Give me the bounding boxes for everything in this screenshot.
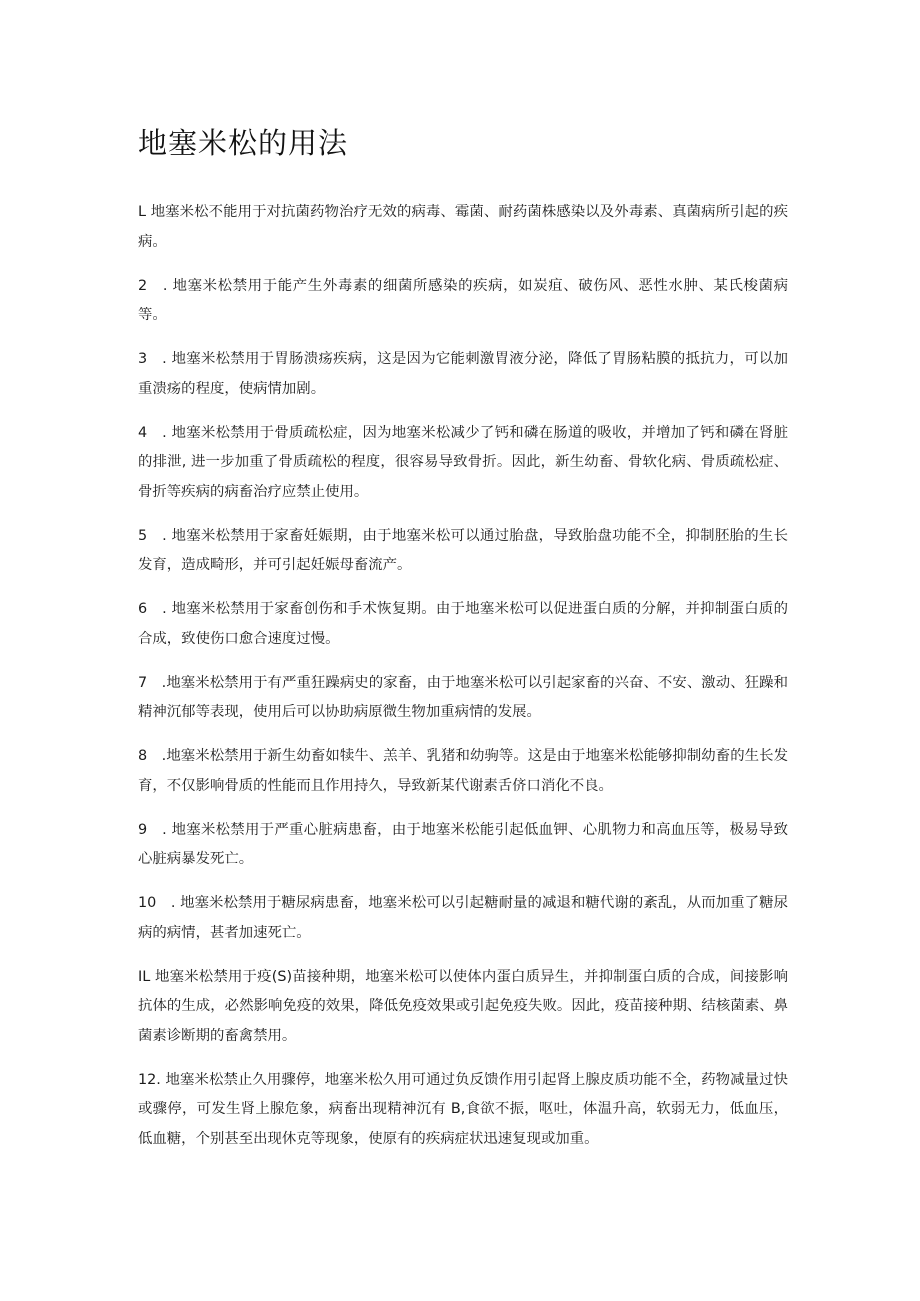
- item-number: 9 .: [138, 821, 172, 838]
- item-number: 4 .: [138, 424, 172, 441]
- item-text: 地塞米松不能用于对抗菌药物治疗无效的病毒、霉菌、耐药菌株感染以及外毒素、真菌病所引起的疾病。: [138, 204, 788, 250]
- item-text: 地塞米松禁用于有严重狂躁病史的家畜，由于地塞米松可以引起家畜的兴奋、不安、激动、狂躁和精神沉郁等表现，使用后可以协助病原微生物加重病情的发展。: [138, 674, 788, 720]
- list-item-10: [138, 889, 788, 948]
- item-number: 7 .: [138, 674, 167, 691]
- list-item-6: [138, 595, 788, 654]
- item-number: 3 .: [138, 351, 172, 367]
- list-item-12: [138, 1066, 788, 1155]
- item-number: L: [138, 204, 151, 220]
- item-number: 5 .: [138, 527, 172, 544]
- list-item-2: [138, 272, 788, 331]
- list-item-1: [138, 198, 788, 257]
- item-number: 12.: [138, 1071, 166, 1088]
- item-text: 地塞米松禁用于家畜创伤和手术恢复期。由于地塞米松可以促进蛋白质的分解，并抑制蛋白质的合成，致使伤口愈合速度过慢。: [138, 601, 788, 647]
- item-text: 地塞米松禁用于骨质疏松症，因为地塞米松减少了钙和磷在肠道的吸收，并增加了钙和磷在肾脏的排泄, 进一步加重了骨质疏松的程度，很容易导致骨折。因此，新生幼畜、骨软化病、骨质疏松症、骨折等疾病的病畜治疗应禁止使用。: [138, 424, 788, 500]
- list-item-5: [138, 522, 788, 581]
- page-title: 地塞米松的用法: [138, 126, 349, 160]
- list-item-3: [138, 345, 788, 404]
- list-item-4: [138, 419, 788, 508]
- item-number: IL: [138, 968, 156, 985]
- item-text: 地塞米松禁止久用骤停，地塞米松久用可通过负反馈作用引起肾上腺皮质功能不全，药物减量过快或骤停，可发生肾上腺危象，病畜出现精神沉有 B,食欲不振，呕吐，体温升高，软弱无力，低血压，低血糖，个别甚至出现休克等现象，使原有的疾病症状迅速复现或加重。: [138, 1071, 788, 1147]
- list-item-7: [138, 669, 788, 728]
- item-number: 10 .: [138, 895, 181, 911]
- item-text: 地塞米松禁用于胃肠溃疡疾病，这是因为它能刺激胃液分泌，降低了胃肠粘膜的抵抗力，可以加重溃疡的程度，使病情加剧。: [138, 351, 788, 397]
- item-text: 地塞米松禁用于糖尿病患畜，地塞米松可以引起糖耐量的减退和糖代谢的紊乱，从而加重了糖尿病的病情，甚者加速死亡。: [138, 895, 788, 941]
- item-text: 地塞米松禁用于疫(S)苗接种期，地塞米松可以使体内蛋白质异生，并抑制蛋白质的合成，间接影响抗体的生成，必然影响免疫的效果，降低免疫效果或引起免疫失败。因此，疫苗接种期、结核菌素、鼻菌素诊断期的畜禽禁用。: [138, 968, 788, 1044]
- document-page: [138, 118, 788, 1169]
- item-number: 8 .: [138, 748, 167, 764]
- list-item-8: [138, 742, 788, 801]
- item-text: 地塞米松禁用于能产生外毒素的细菌所感染的疾病，如炭疽、破伤风、恶性水肿、某氏梭菌病等。: [138, 277, 788, 323]
- list-item-9: [138, 816, 788, 875]
- item-text: 地塞米松禁用于严重心脏病患畜，由于地塞米松能引起低血钾、心肌物力和高血压等，极易导致心脏病暴发死亡。: [138, 821, 788, 867]
- item-number: 6 .: [138, 601, 172, 617]
- item-number: 2 .: [138, 277, 173, 294]
- list-item-11: [138, 963, 788, 1052]
- item-text: 地塞米松禁用于新生幼畜如犊牛、羔羊、乳猪和幼驹等。这是由于地塞米松能够抑制幼畜的生长发育，不仅影响骨质的性能而且作用持久，导致新某代谢素舌侪口消化不良。: [138, 748, 788, 794]
- item-text: 地塞米松禁用于家畜妊娠期，由于地塞米松可以通过胎盘，导致胎盘功能不全，抑制胚胎的生长发育，造成畸形，并可引起妊娠母畜流产。: [138, 527, 788, 573]
